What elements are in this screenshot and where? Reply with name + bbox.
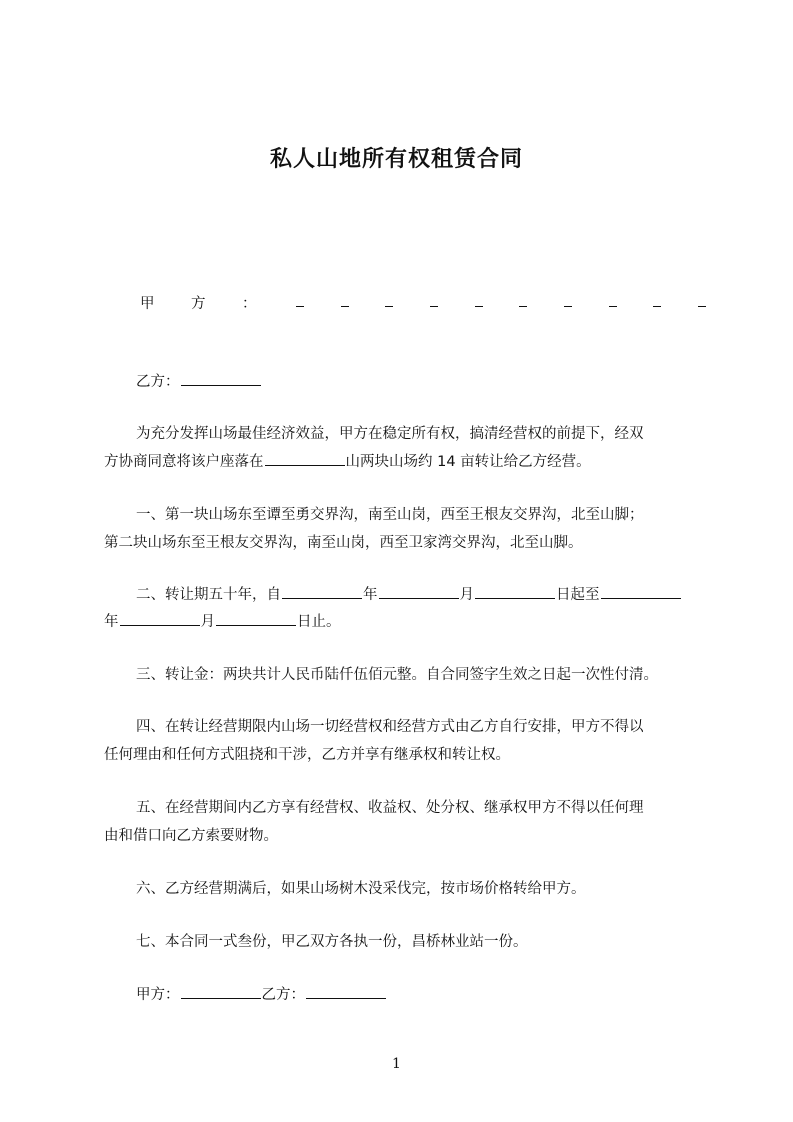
- location-blank: [265, 452, 345, 466]
- party-b-blank: [181, 372, 261, 386]
- signature-a-blank: [181, 985, 261, 999]
- month-label: 月: [459, 587, 474, 603]
- clause-7: 七、本合同一式叁份，甲乙双方各执一份，昌桥林业站一份。: [136, 934, 528, 950]
- clause-3: 三、转让金：两块共计人民币陆仟伍佰元整。自合同签字生效之日起一次性付清。: [136, 667, 658, 683]
- day-from-label: 日起至: [556, 587, 600, 603]
- start-day-blank: [475, 585, 555, 599]
- clause-4-line-2: 任何理由和任何方式阻挠和干涉，乙方并享有继承权和转让权。: [104, 747, 510, 763]
- clause-2-line-1: [136, 585, 701, 605]
- clause-2-text: 二、转让期五十年，自: [136, 587, 281, 603]
- party-b-line: [136, 372, 701, 392]
- clause-5-line-1: 五、在经营期间内乙方享有经营权、收益权、处分权、继承权甲方不得以任何理: [136, 800, 644, 816]
- intro-location-text: 方协商同意将该户座落在: [104, 454, 264, 470]
- clause-1-line-2: 第二块山场东至王根友交界沟，南至山岗，西至卫家湾交界沟，北至山脚。: [104, 535, 583, 551]
- signature-line: [136, 985, 701, 1005]
- clause-6: 六、乙方经营期满后，如果山场树木没采伐完，按市场价格转给甲方。: [136, 881, 586, 897]
- day-end-label: 日止。: [297, 614, 341, 630]
- year-label: 年: [363, 587, 378, 603]
- intro-area-text: 山两块山场约 14 亩转让给乙方经营。: [345, 454, 591, 470]
- clause-4-line-1: 四、在转让经营期限内山场一切经营权和经营方式由乙方自行安排，甲方不得以: [136, 719, 644, 735]
- party-a-blank: [296, 294, 706, 307]
- clause-5-line-2: 由和借口向乙方索要财物。: [104, 828, 278, 844]
- party-a-colon: ：: [242, 296, 257, 312]
- party-a-line: [136, 292, 706, 314]
- signature-a-label: 甲方：: [136, 987, 180, 1003]
- document-title: 私人山地所有权租赁合同: [269, 147, 523, 172]
- party-b-label: 乙方：: [136, 374, 180, 390]
- start-month-blank: [379, 585, 459, 599]
- month-label-2: 月: [200, 614, 215, 630]
- start-year-blank: [282, 585, 362, 599]
- intro-line-2: [104, 452, 701, 472]
- intro-line-1: 为充分发挥山场最佳经济效益，甲方在稳定所有权，搞清经营权的前提下，经双: [136, 426, 644, 442]
- party-a-char1: 甲: [140, 296, 155, 312]
- end-month-blank: [120, 612, 200, 626]
- page-number: 1: [392, 1056, 401, 1072]
- end-year-blank: [601, 585, 681, 599]
- clause-1-line-1: 一、第一块山场东至谭至勇交界沟，南至山岗，西至王根友交界沟，北至山脚；: [136, 507, 644, 523]
- party-a-char2: 方: [191, 296, 206, 312]
- clause-2-line-2: [104, 612, 701, 632]
- end-day-blank: [216, 612, 296, 626]
- signature-b-blank: [306, 985, 386, 999]
- signature-b-label: 乙方：: [261, 987, 305, 1003]
- year-label-2: 年: [104, 614, 119, 630]
